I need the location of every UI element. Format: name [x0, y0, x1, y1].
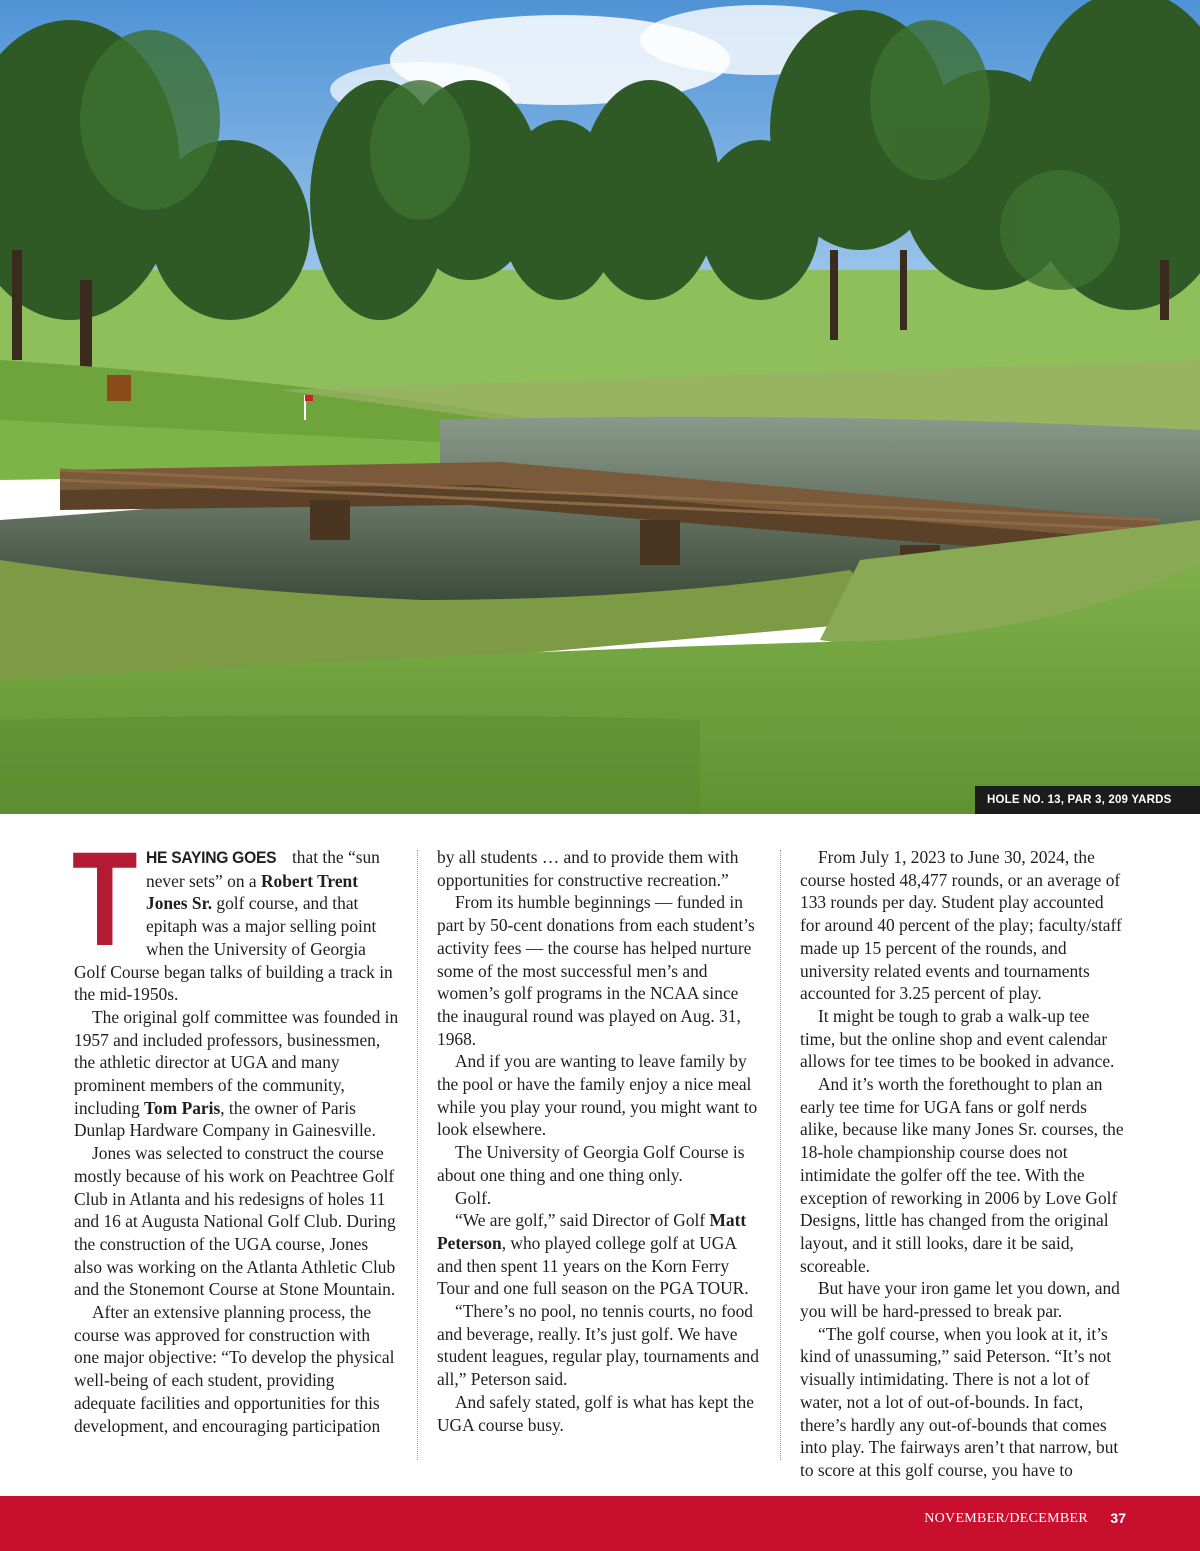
paragraph: And safely stated, golf is what has kept the UGA course busy. [437, 1391, 754, 1435]
paragraph: From its humble beginnings — funded in part by 50-cent donations from each student’s activity fees — the course has helped nurture some of the most successful men’s and women’s golf programs in the NCAA since the inaugural round was played on Aug. 31, 1968. [437, 892, 755, 1049]
paragraph: “The golf course, when you look at it, it’s kind of unassuming,” said Peterson. “It’s not visually intimidating. There is not a lot of water, not a lot of out-of-bounds. In fact, there’s hardly any out-of-bounds that comes into play. The fairways aren’t that narrow, but to score at this golf course, you have to [800, 1323, 1119, 1480]
article-column-3 [800, 846, 1125, 1482]
paragraph: Golf. [455, 1187, 492, 1208]
paragraph: “We are golf,” said Director of Golf Matt Peterson, who played college golf at UGA and then spent 11 years on the Korn Ferry Tour and one full season on the PGA TOUR. [437, 1210, 749, 1299]
column-divider [780, 850, 781, 1460]
issue-label: NOVEMBER/DECEMBER [924, 1511, 1088, 1526]
page-number: 37 [1110, 1510, 1126, 1526]
paragraph: And if you are wanting to leave family by the pool or have the family enjoy a nice meal while you play your round, you might want to look elsewhere. [437, 1051, 758, 1140]
paragraph: After an extensive planning process, the course was approved for construction with one major objective: “To develop the physical well-being of each student, providing adequate facilities and opportunities for this development, and encouraging participation [74, 1302, 395, 1436]
lead-in: HE SAYING GOES [146, 848, 277, 867]
paragraph: And it’s worth the forethought to plan an early tee time for UGA fans or golf nerds alike, because like many Jones Sr. courses, the 18-hole championship course does not intimidate the golfer off the tee. With the exception of reworking in 2006 by Love Golf Designs, little has changed from the original layout, and it still looks, dare it be said, scoreable. [800, 1074, 1124, 1276]
article-body [0, 825, 1200, 1486]
paragraph: T HE SAYING GOES that the “sun never sets” on a Robert Trent Jones Sr. golf course, and that epitaph was a major selling point when the University of Georgia Golf Course began talks of building a track in the mid-1950s. [72, 825, 393, 1005]
paragraph: Jones was selected to construct the course mostly because of his work on Peachtree Golf Club in Atlanta and his redesigns of holes 11 and 16 at Augusta National Golf Club. During the construction of the UGA course, Jones also was working on the Atlanta Athletic Club and the Stonemont Course at Stone Mountain. [74, 1143, 396, 1300]
drop-cap: T [72, 825, 138, 974]
column-divider [417, 850, 418, 1460]
paragraph: It might be tough to grab a walk-up tee time, but the online shop and event calendar allows for tee times to be booked in advance. [800, 1005, 1115, 1072]
paragraph: The original golf committee was founded in 1957 and included professors, businessmen, the athletic director at UGA and many prominent members of the community, including Tom Paris, the owner of Paris Dunlap Hardware Company in Gainesville. [74, 1006, 399, 1141]
paragraph: From July 1, 2023 to June 30, 2024, the course hosted 48,477 rounds, or an average of 133 rounds per day. Student play accounted for around 40 percent of the play; faculty/staff made up 15 percent of the rounds, and university related events and tournaments accounted for 3.25 percent of play. [800, 847, 1122, 1004]
photo-caption: HOLE NO. 13, PAR 3, 209 YARDS [975, 786, 1200, 814]
person-name: Robert Trent Jones Sr. [146, 870, 359, 914]
paragraph: “There’s no pool, no tennis courts, no food and beverage, really. It’s just golf. We have student leagues, regular play, tournaments and all,” Peterson said. [437, 1301, 759, 1390]
person-name: Matt Peterson [437, 1210, 747, 1253]
paragraph: The University of Georgia Golf Course is about one thing and one thing only. [437, 1142, 745, 1185]
page-footer [0, 1496, 1200, 1551]
paragraph: by all students … and to provide them with opportunities for constructive recreation.” [437, 847, 739, 890]
person-name: Tom Paris [144, 1097, 221, 1118]
article-column-2 [437, 846, 762, 1436]
article-column-1 [72, 825, 399, 1437]
paragraph: But have your iron game let you down, and you will be hard-pressed to break par. [800, 1278, 1120, 1322]
